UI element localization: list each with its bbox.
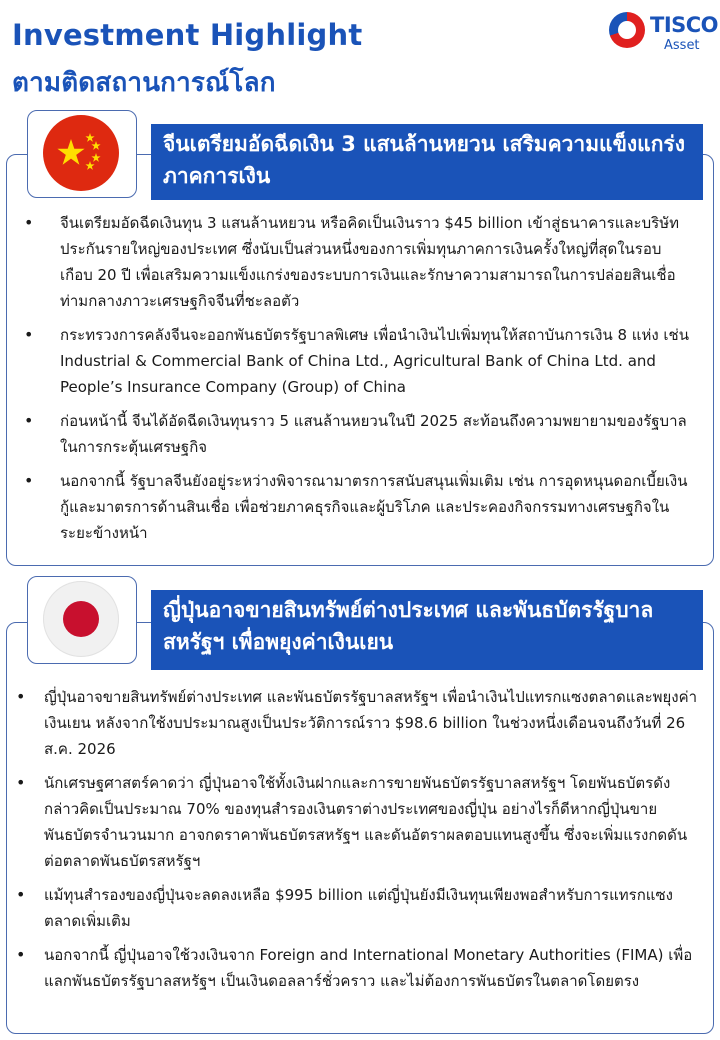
bullet-text: ญี่ปุ่นอาจขายสินทรัพย์ต่างประเทศ และพันธบัตรรัฐบาลสหรัฐฯ เพื่อนำเงินไปแทรกแซงตลาดและพยุงค่าเงินเยน หลังจากใช้งบประมาณสูงเป็นประวัติการณ์ราว $98.6 billion ในช่วงหนึ่งเดือนจนถึงวันที่ 26 ส.ค. 2026: [44, 688, 698, 758]
list-item: [16, 942, 700, 994]
logo-sub: Asset: [664, 38, 700, 53]
tisco-logo-ring-icon: [609, 12, 645, 48]
bullet-dot-icon: •: [24, 471, 34, 490]
bullet-text: แม้ทุนสำรองของญี่ปุ่นจะลดลงเหลือ $995 billion แต่ญี่ปุ่นยังมีเงินทุนเพียงพอสำหรับการแทรกแซงตลาดเพิ่มเติม: [44, 886, 673, 930]
bullet-text: ก่อนหน้านี้ จีนได้อัดฉีดเงินทุนราว 5 แสนล้านหยวนในปี 2025 สะท้อนถึงความพยายามของรัฐบาลในการกระตุ้นเศรษฐกิจ: [60, 412, 687, 456]
page-subtitle: ตามติดสถานการณ์โลก: [12, 68, 276, 98]
china-flag-icon: [43, 115, 119, 191]
bullet-text: จีนเตรียมอัดฉีดเงินทุน 3 แสนล้านหยวน หรือคิดเป็นเงินราว $45 billion เข้าสู่ธนาคารและบริษัทประกันรายใหญ่ของประเทศ ซึ่งนับเป็นส่วนหนึ่งของการเพิ่มทุนภาคการเงินครั้งใหญ่ที่สุดในรอบเกือบ 20 ปี เพื่อเสริมความแข็งแกร่งของระบบการเงินและรักษาความสามารถในการปล่อยสินเชื่อท่ามกลางภาวะเศรษฐกิจจีนที่ชะลอตัว: [60, 214, 679, 310]
list-item: [24, 210, 692, 314]
bullet-text: นอกจากนี้ ญี่ปุ่นอาจใช้วงเงินจาก Foreign and International Monetary Authorities (FIMA) เพื่อแลกพันธบัตรรัฐบาลสหรัฐฯ เป็นเงินดอลลาร์ชั่วคราว และไม่ต้องการพันธบัตรในตลาดโดยตรง: [44, 946, 693, 990]
bullet-text: นอกจากนี้ รัฐบาลจีนยังอยู่ระหว่างพิจารณามาตรการสนับสนุนเพิ่มเติม เช่น การอุดหนุนดอกเบี้ยเงินกู้และมาตรการด้านสินเชื่อ เพื่อช่วยภาคธุรกิจและผู้บริโภค และประคองกิจกรรมทางเศรษฐกิจในระยะข้างหน้า: [60, 472, 688, 542]
bullet-dot-icon: •: [16, 687, 26, 706]
logo-word: TISCO: [650, 13, 719, 37]
tisco-logo: [609, 10, 717, 58]
bullet-dot-icon: •: [16, 945, 26, 964]
bullet-dot-icon: •: [16, 885, 26, 904]
list-item: [16, 770, 700, 874]
list-item: [24, 322, 692, 400]
bullet-dot-icon: •: [24, 411, 34, 430]
page-title: Investment Highlight: [12, 18, 363, 52]
china-flag-box: [27, 110, 137, 198]
china-headline: จีนเตรียมอัดฉีดเงิน 3 แสนล้านหยวน เสริมความแข็งแกร่งภาคการเงิน: [151, 124, 703, 200]
bullet-dot-icon: •: [24, 325, 34, 344]
bullet-dot-icon: •: [24, 213, 34, 232]
japan-headline: ญี่ปุ่นอาจขายสินทรัพย์ต่างประเทศ และพันธบัตรรัฐบาลสหรัฐฯ เพื่อพยุงค่าเงินเยน: [151, 590, 703, 670]
japan-sun-disc: [63, 601, 99, 637]
bullet-text: นักเศรษฐศาสตร์คาดว่า ญี่ปุ่นอาจใช้ทั้งเงินฝากและการขายพันธบัตรรัฐบาลสหรัฐฯ โดยพันธบัตรดังกล่าวคิดเป็นประมาณ 70% ของทุนสำรองเงินตราต่างประเทศของญี่ปุ่น อย่างไรก็ดีหากญี่ปุ่นขายพันธบัตรจำนวนมาก อาจกดราคาพันธบัตรสหรัฐฯ และดันอัตราผลตอบแทนสูงขึ้น ซึ่งจะเพิ่มแรงกดดันต่อตลาดพันธบัตรสหรัฐฯ: [44, 774, 688, 870]
japan-bullet-list: [16, 684, 700, 1002]
japan-flag-box: [27, 576, 137, 664]
japan-flag-icon: [43, 581, 119, 657]
bullet-text: กระทรวงการคลังจีนจะออกพันธบัตรรัฐบาลพิเศษ เพื่อนำเงินไปเพิ่มทุนให้สถาบันการเงิน 8 แห่ง เช่น Industrial & Commercial Bank of China Ltd., Agricultural Bank of China Ltd. and People’s Insurance Company (Group) of China: [60, 326, 689, 396]
list-item: [24, 468, 692, 546]
list-item: [24, 408, 692, 460]
list-item: [16, 882, 700, 934]
bullet-dot-icon: •: [16, 773, 26, 792]
china-bullet-list: [24, 210, 692, 554]
list-item: [16, 684, 700, 762]
